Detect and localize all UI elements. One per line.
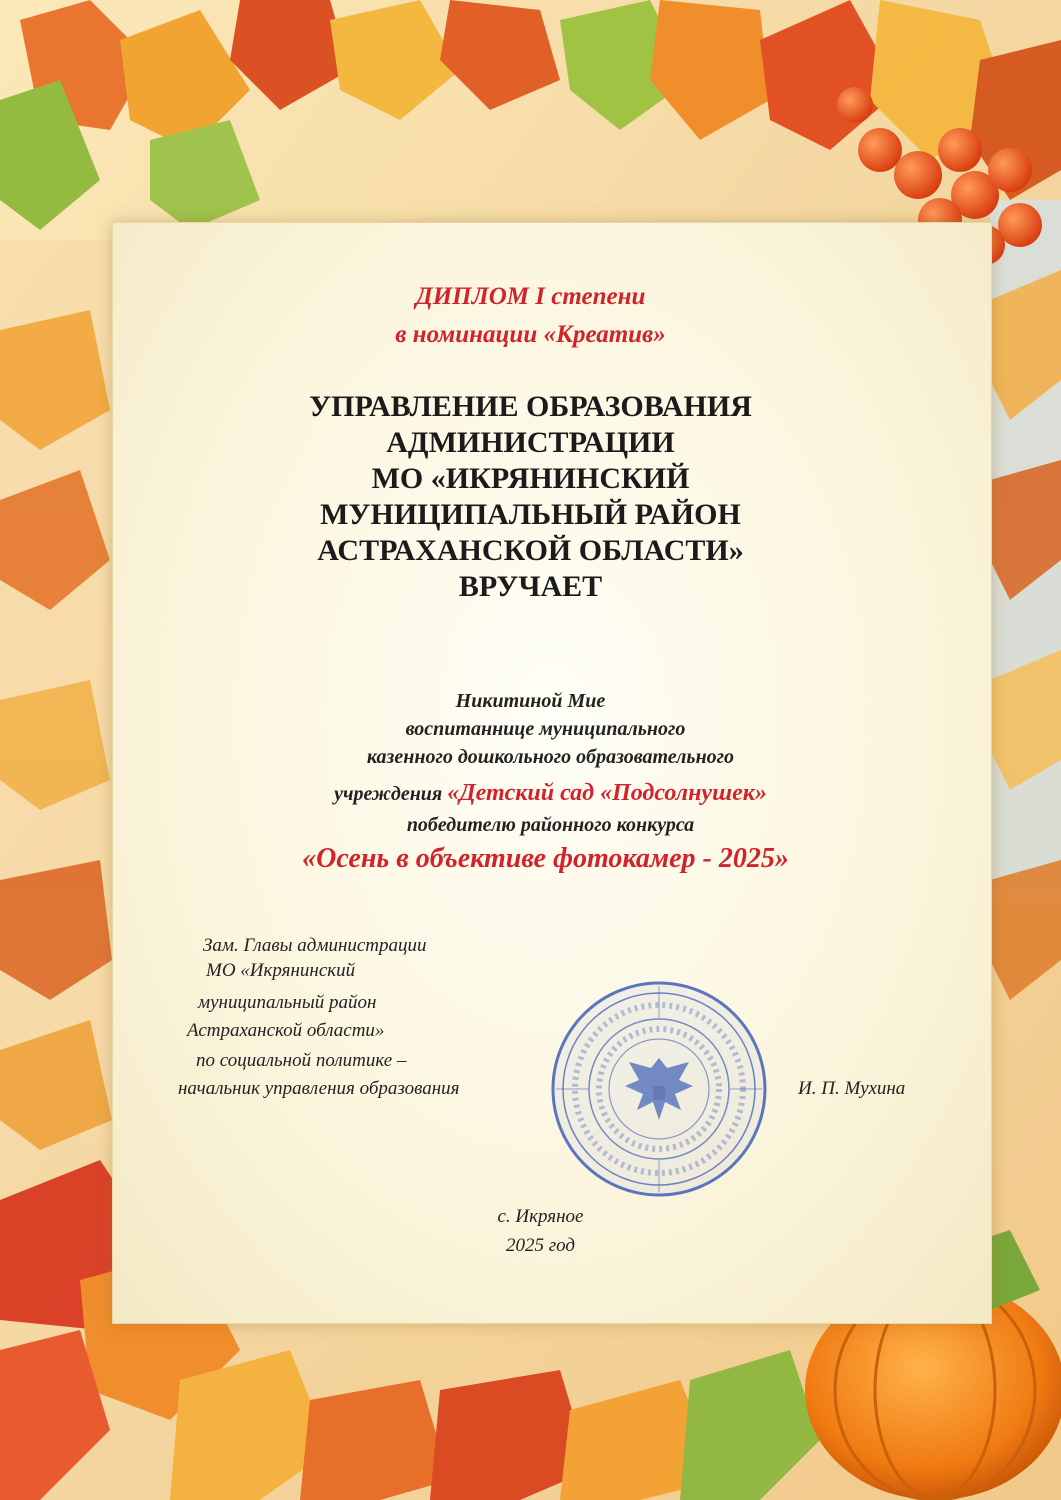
institution-name: «Детский сад «Подсолнушек» [447, 780, 767, 806]
contest-name: «Осень в объективе фотокамер - 2025» [302, 843, 789, 874]
diploma-nomination: в номинации «Креатив» [395, 321, 666, 348]
place-year: 2025 год [505, 1235, 576, 1256]
signatory-title-line: по социальной политике – [196, 1050, 407, 1071]
signatory-title-line: муниципальный район [198, 992, 377, 1013]
recipient-line: казенного дошкольного образовательного [366, 746, 735, 768]
place-city: с. Икряное [497, 1206, 584, 1227]
org-line: АСТРАХАНСКОЙ ОБЛАСТИ» [317, 534, 744, 567]
signatory-title-line: начальник управления образования [178, 1078, 460, 1099]
signatory-title-line: Зам. Главы администрации [203, 935, 427, 956]
org-line: МУНИЦИПАЛЬНЫЙ РАЙОН [320, 498, 741, 531]
signatory-title-line: Астраханской области» [187, 1020, 385, 1041]
institution-prefix: учреждения [334, 783, 448, 805]
signatory-name: И. П. Мухина [798, 1078, 906, 1099]
org-line-awards: ВРУЧАЕТ [458, 570, 603, 603]
org-line: МО «ИКРЯНИНСКИЙ [371, 462, 690, 495]
recipient-line: победителю районного конкурса [406, 814, 695, 836]
signatory-title-line: МО «Икрянинский [206, 960, 356, 981]
recipient-line: воспитаннице муниципального [405, 718, 686, 740]
recipient-institution-line [0, 780, 1061, 808]
official-seal [548, 978, 770, 1200]
diploma-title: ДИПЛОМ I степени [415, 283, 646, 310]
org-line: УПРАВЛЕНИЕ ОБРАЗОВАНИЯ [309, 390, 752, 423]
recipient-name: Никитиной Мие [455, 690, 606, 712]
org-line: АДМИНИСТРАЦИИ [386, 426, 675, 459]
